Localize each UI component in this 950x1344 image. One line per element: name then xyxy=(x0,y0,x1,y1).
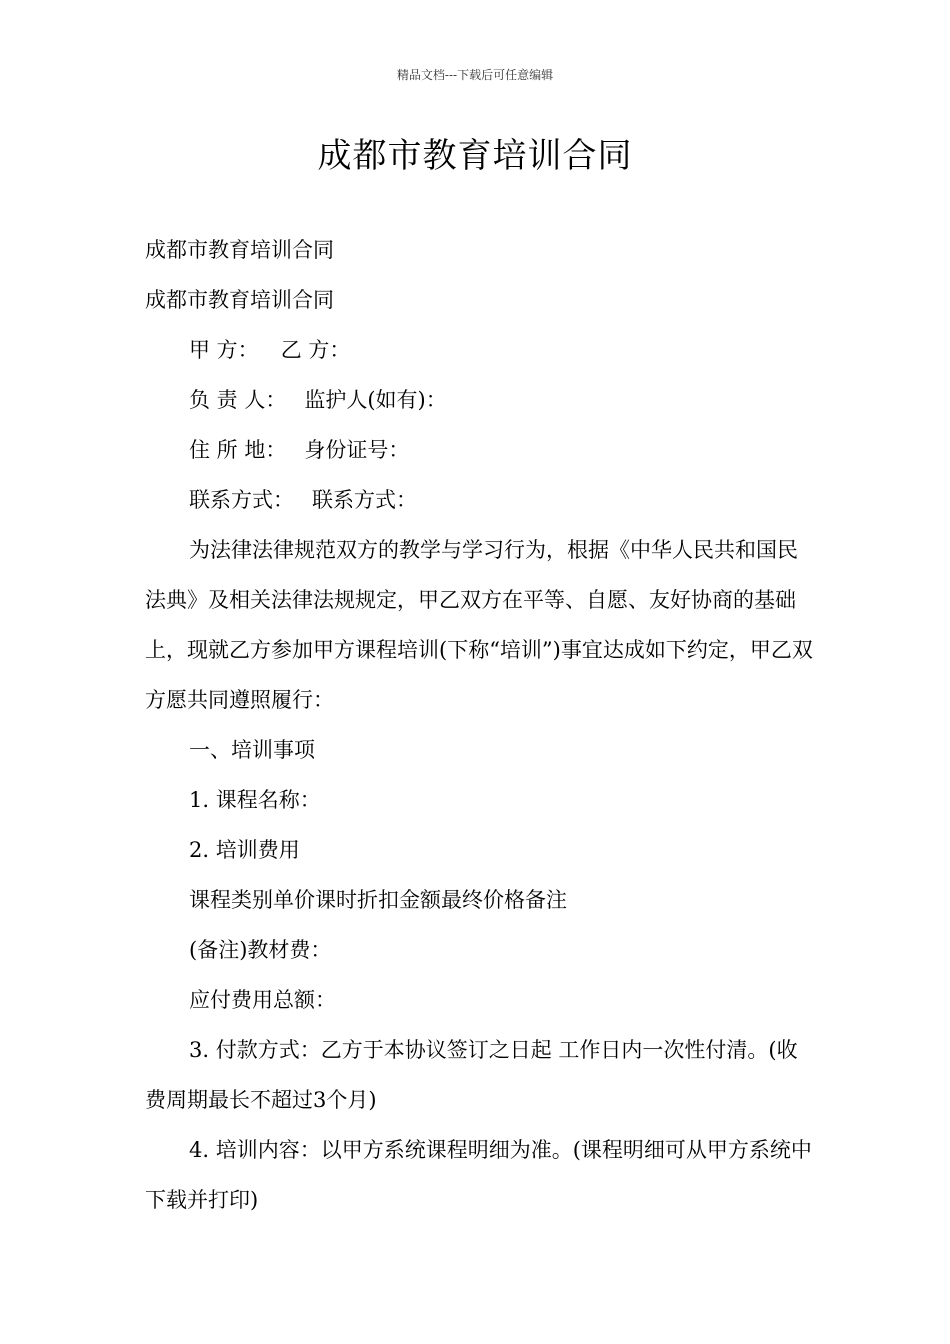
preamble-paragraph: 为法律法律规范双方的教学与学习行为，根据《中华人民共和国民法典》及相关法律法规规定，甲乙双方在平等、自愿、友好协商的基础上，现就乙方参加甲方课程培训(下称“培训”)事宜达成如下约定，甲乙双方愿共同遵照履行： xyxy=(145,538,813,712)
address-label: 住 所 地： xyxy=(189,438,287,462)
party-b-label: 乙 方： xyxy=(280,338,351,362)
total-payable: 应付费用总额： xyxy=(189,988,336,1012)
contact-b-label: 联系方式： xyxy=(312,488,417,512)
responsible-line xyxy=(145,382,815,432)
address-line xyxy=(145,432,815,482)
materials-fee: (备注)教材费： xyxy=(189,938,332,962)
id-number-label: 身份证号： xyxy=(304,438,410,462)
item-course-name: 1. 课程名称： xyxy=(189,788,321,812)
party-a-label: 甲 方： xyxy=(189,338,259,362)
item-payment-method: 3. 付款方式：乙方于本协议签订之日起 工作日内一次性付清。(收费周期最长不超过3个月) xyxy=(145,1038,798,1112)
fee-table-header: 课程类别单价课时折扣金额最终价格备注 xyxy=(189,888,567,912)
party-line xyxy=(145,332,815,382)
body-line-title-1: 成都市教育培训合同 xyxy=(145,238,334,262)
item-training-content: 4. 培训内容：以甲方系统课程明细为准。(课程明细可从甲方系统中下载并打印) xyxy=(145,1138,812,1212)
document-title: 成都市教育培训合同 xyxy=(317,136,633,176)
body-line-title-2: 成都市教育培训合同 xyxy=(145,288,334,312)
guardian-label: 监护人(如有)： xyxy=(304,388,447,412)
header-note: 精品文档---下载后可任意编辑 xyxy=(396,68,554,82)
person-in-charge-label: 负 责 人： xyxy=(189,388,287,412)
document-body xyxy=(145,232,815,1232)
section-heading-1: 一、培训事项 xyxy=(189,738,315,762)
contact-a-label: 联系方式： xyxy=(189,488,294,512)
item-training-fee: 2. 培训费用 xyxy=(189,838,300,862)
